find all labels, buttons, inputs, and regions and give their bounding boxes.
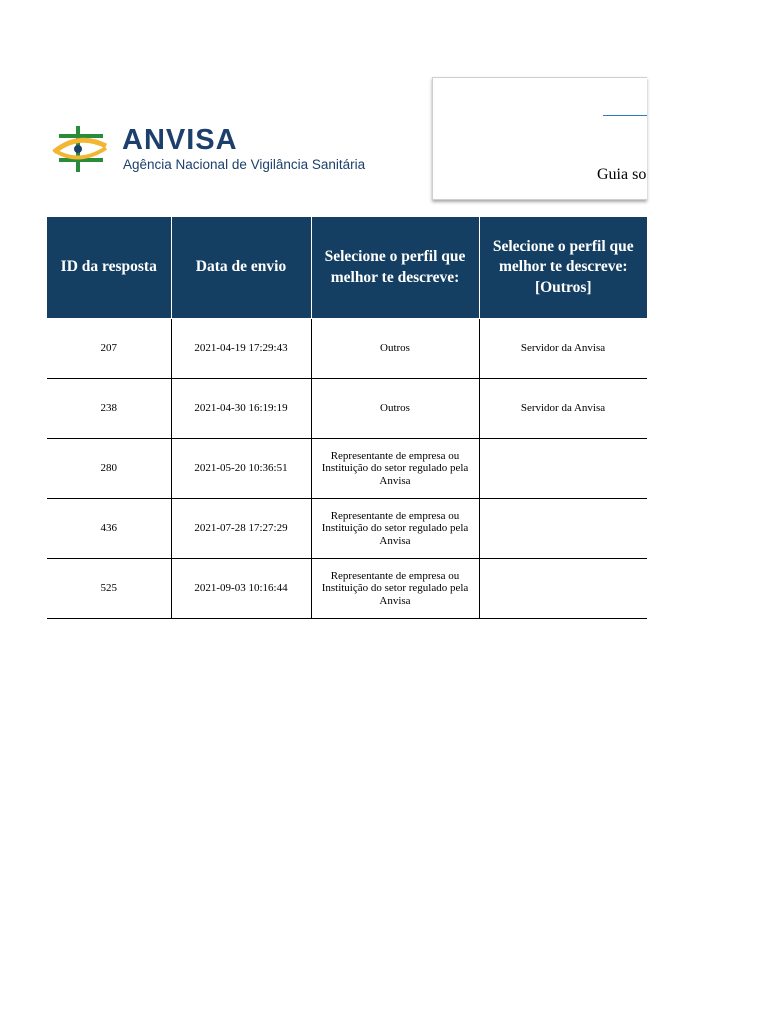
cell-date: 2021-04-30 16:19:19 — [171, 379, 311, 439]
cell-date: 2021-05-20 10:36:51 — [171, 439, 311, 499]
cell-profile: Outros — [311, 379, 479, 439]
responses-table — [47, 217, 647, 619]
anvisa-logo — [52, 124, 372, 176]
column-header-id: ID da resposta — [47, 217, 171, 319]
cell-id: 238 — [47, 379, 171, 439]
cell-profile-other — [479, 439, 647, 499]
cell-date: 2021-04-19 17:29:43 — [171, 319, 311, 379]
table-row — [47, 439, 647, 499]
cell-profile: Representante de empresa ou Instituição do setor regulado pela Anvisa — [311, 499, 479, 559]
guide-title: Guia so — [597, 166, 647, 183]
table-row — [47, 559, 647, 619]
guide-box — [432, 77, 647, 200]
logo-subtitle: Agência Nacional de Vigilância Sanitária — [123, 157, 366, 172]
cell-profile-other: Servidor da Anvisa — [479, 319, 647, 379]
cell-date: 2021-07-28 17:27:29 — [171, 499, 311, 559]
column-header-profile: Selecione o perfil que melhor te descreve: — [311, 217, 479, 319]
cell-id: 207 — [47, 319, 171, 379]
cell-profile: Outros — [311, 319, 479, 379]
column-header-date: Data de envio — [171, 217, 311, 319]
table-row — [47, 499, 647, 559]
cell-date: 2021-09-03 10:16:44 — [171, 559, 311, 619]
cell-id: 436 — [47, 499, 171, 559]
table-header-row — [47, 217, 647, 319]
table-row — [47, 319, 647, 379]
cell-profile-other — [479, 559, 647, 619]
logo-name: ANVISA — [122, 124, 238, 156]
cell-profile: Representante de empresa ou Instituição do setor regulado pela Anvisa — [311, 439, 479, 499]
anvisa-emblem-icon — [52, 126, 108, 174]
column-header-profile-other: Selecione o perfil que melhor te descreve: [Outros] — [479, 217, 647, 319]
cell-id: 525 — [47, 559, 171, 619]
cell-profile: Representante de empresa ou Instituição do setor regulado pela Anvisa — [311, 559, 479, 619]
guide-divider — [603, 115, 647, 116]
cell-profile-other: Servidor da Anvisa — [479, 379, 647, 439]
cell-id: 280 — [47, 439, 171, 499]
table-row — [47, 379, 647, 439]
cell-profile-other — [479, 499, 647, 559]
responses-sheet — [47, 217, 647, 619]
